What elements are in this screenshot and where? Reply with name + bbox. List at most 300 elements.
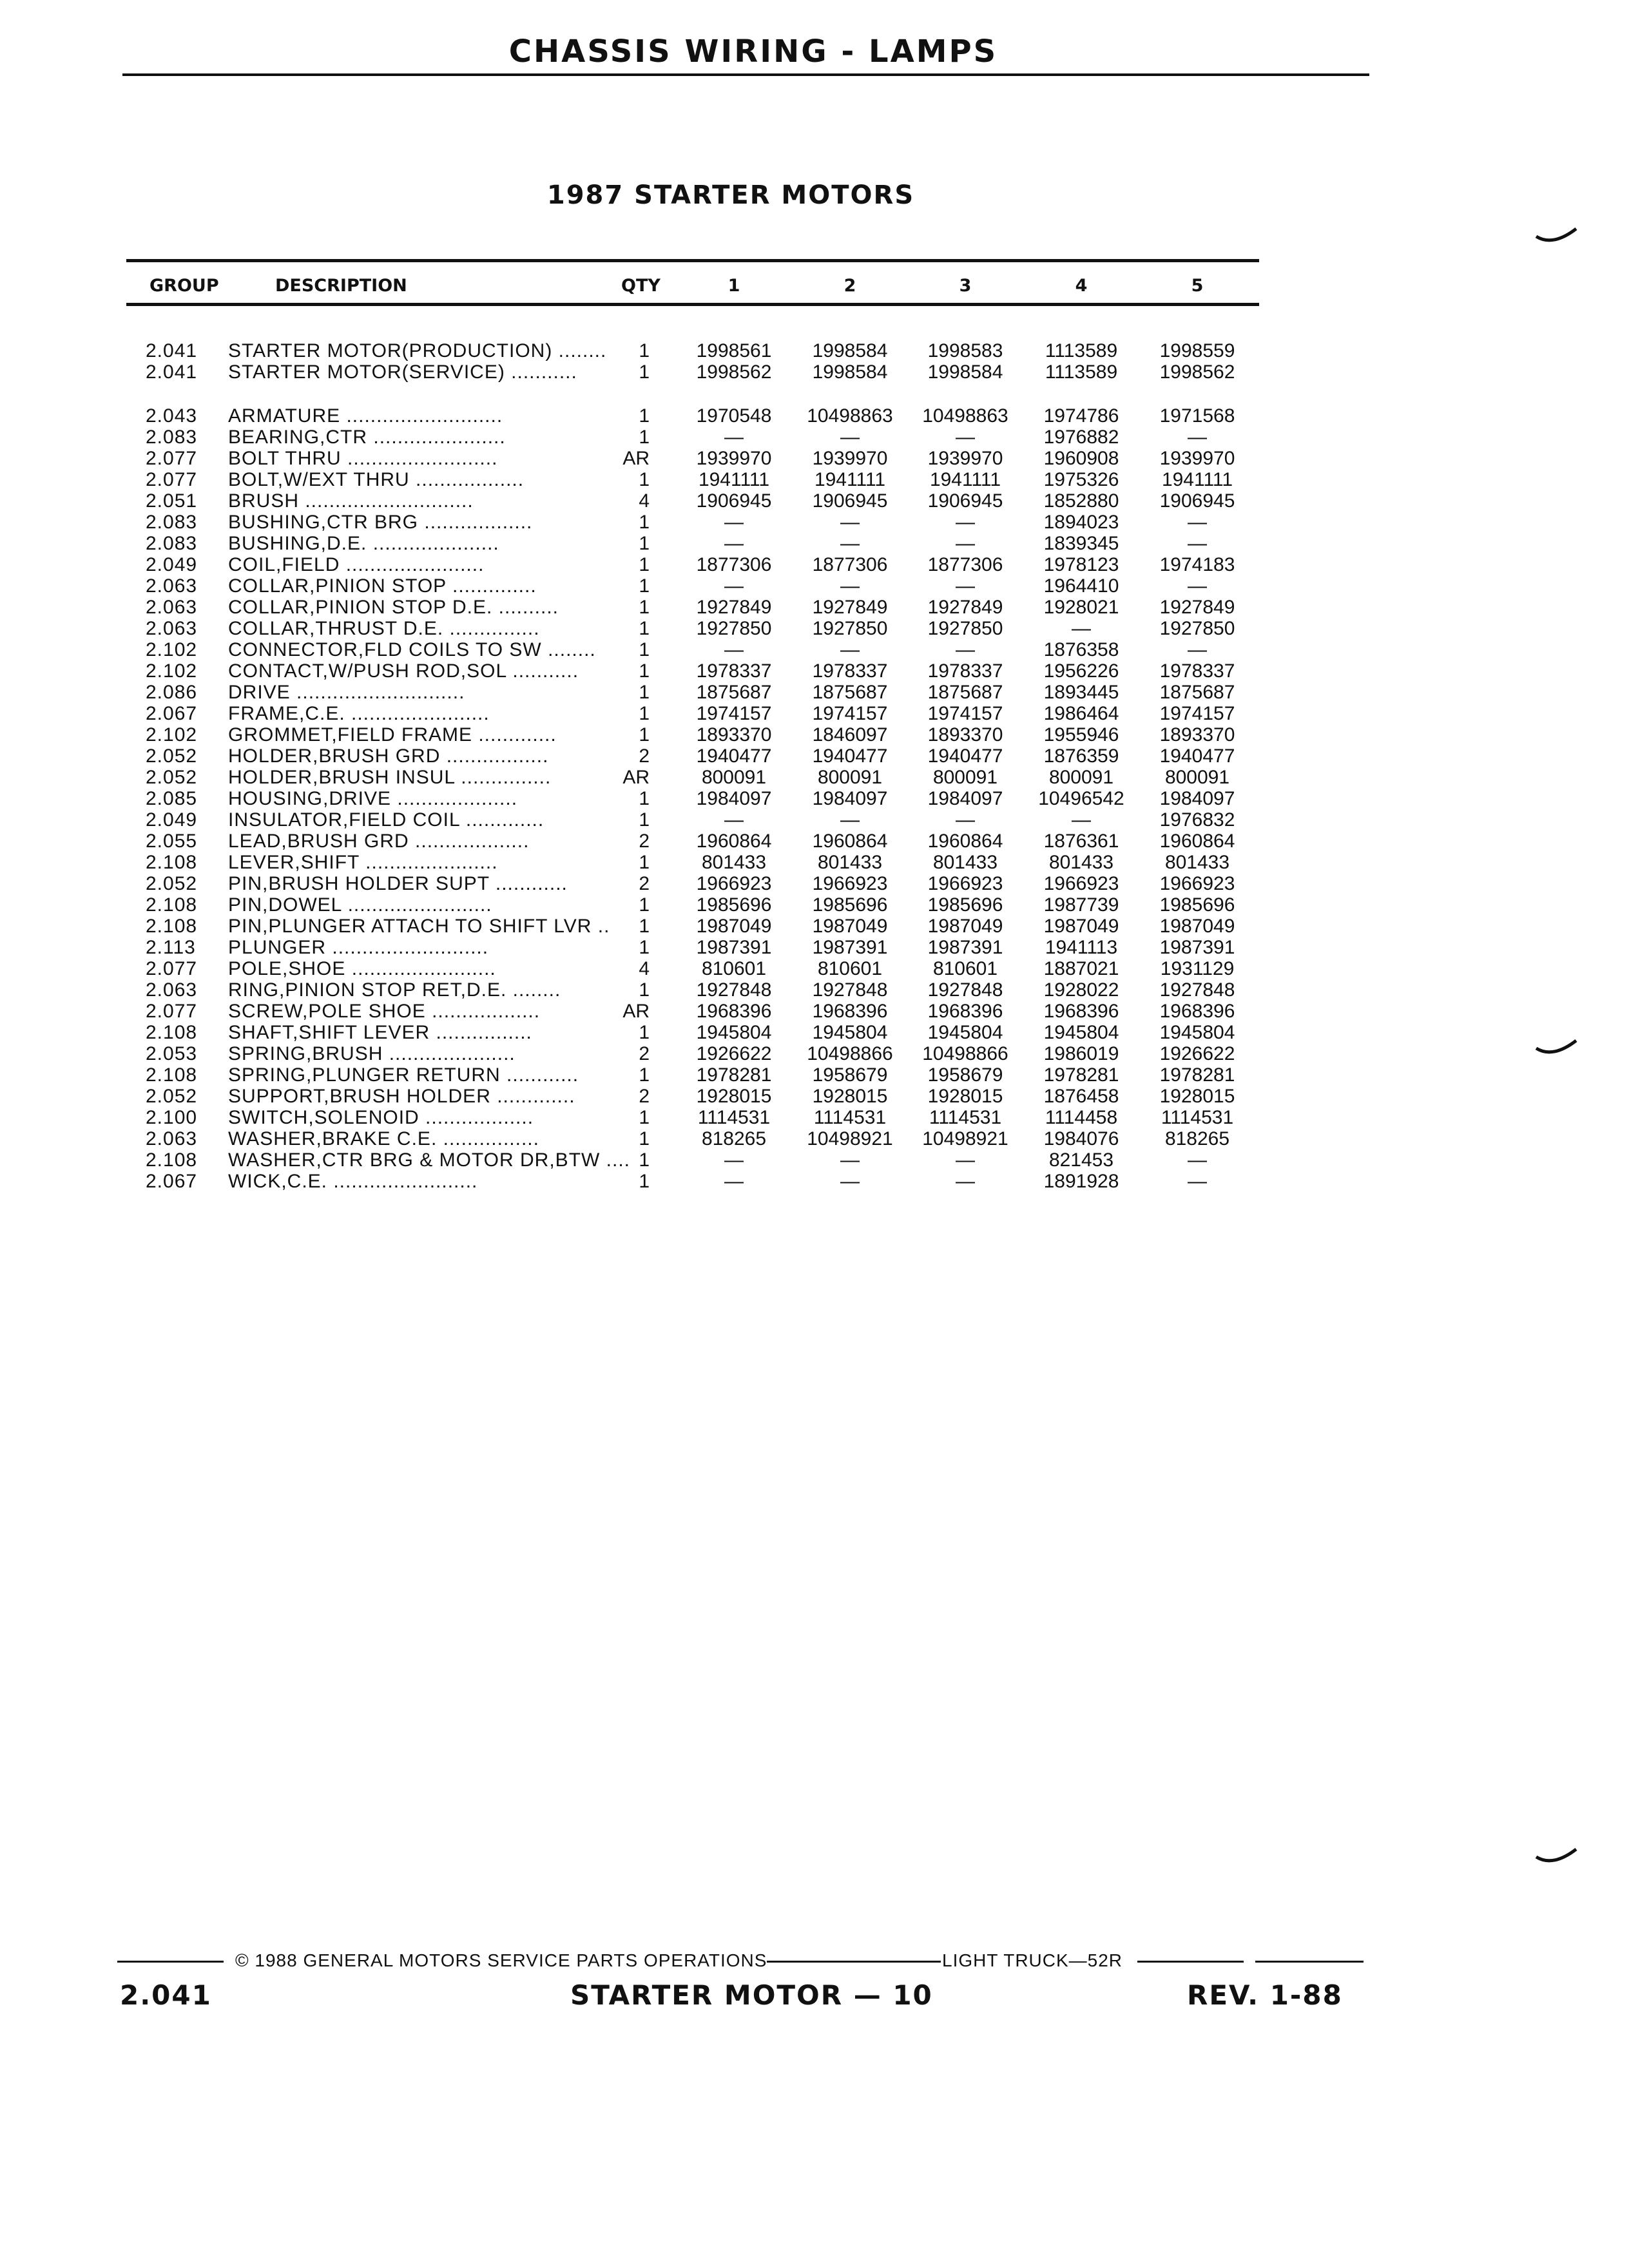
part-number-cell: 1893445: [1043, 682, 1119, 703]
part-number-cell: 1978281: [1043, 1064, 1119, 1086]
part-number-cell: 1985696: [812, 894, 888, 916]
part-number-cell: 1968396: [1159, 1001, 1235, 1022]
description-cell: SCREW,POLE SHOE ..................: [228, 1001, 541, 1022]
part-number-cell: —: [956, 809, 975, 831]
qty-cell: 2: [639, 1043, 650, 1064]
part-number-cell: 1976832: [1159, 809, 1235, 831]
page-title: CHASSIS WIRING - LAMPS: [508, 34, 998, 70]
qty-cell: 1: [639, 405, 650, 427]
qty-cell: 4: [639, 490, 650, 512]
part-number-cell: 1927849: [1159, 597, 1235, 618]
qty-cell: 1: [639, 916, 650, 937]
part-number-cell: 1987049: [927, 916, 1003, 937]
part-number-cell: 800091: [1164, 767, 1230, 788]
group-cell: 2.100: [146, 1107, 198, 1128]
col-header-qty: QTY: [621, 276, 660, 296]
part-number-cell: 1960864: [696, 831, 772, 852]
part-number-cell: —: [956, 427, 975, 448]
part-number-cell: 10498863: [922, 405, 1008, 427]
part-number-cell: 1906945: [927, 490, 1003, 512]
part-number-cell: 1987049: [1043, 916, 1119, 937]
part-number-cell: 1945804: [1159, 1022, 1235, 1043]
part-number-cell: 1876361: [1043, 831, 1119, 852]
part-number-cell: —: [1188, 512, 1207, 533]
group-cell: 2.063: [146, 979, 198, 1001]
description-cell: CONNECTOR,FLD COILS TO SW ........: [228, 639, 596, 660]
group-cell: 2.049: [146, 809, 198, 831]
description-cell: COLLAR,THRUST D.E. ...............: [228, 618, 540, 639]
qty-cell: 1: [639, 1128, 650, 1149]
group-cell: 2.083: [146, 533, 198, 554]
table-row: [0, 361, 1629, 383]
group-cell: 2.063: [146, 575, 198, 597]
part-number-cell: 1875687: [812, 682, 888, 703]
part-number-cell: 1960864: [812, 831, 888, 852]
part-number-cell: 1955946: [1043, 724, 1119, 745]
description-cell: INSULATOR,FIELD COIL .............: [228, 809, 545, 831]
part-number-cell: 810601: [701, 958, 767, 979]
group-cell: 2.108: [146, 852, 198, 873]
part-number-cell: —: [724, 809, 744, 831]
part-number-cell: 1931129: [1160, 958, 1235, 979]
description-cell: SHAFT,SHIFT LEVER ................: [228, 1022, 532, 1043]
part-number-cell: —: [724, 1171, 744, 1192]
description-cell: FRAME,C.E. .......................: [228, 703, 490, 724]
part-number-cell: 1978337: [927, 660, 1003, 682]
part-number-cell: 1966923: [927, 873, 1003, 894]
part-number-cell: 1927850: [927, 618, 1003, 639]
part-number-cell: 821453: [1048, 1149, 1114, 1171]
group-cell: 2.063: [146, 618, 198, 639]
part-number-cell: —: [840, 809, 860, 831]
part-number-cell: 1974183: [1159, 554, 1235, 575]
part-number-cell: —: [840, 1149, 860, 1171]
part-number-cell: 801433: [701, 852, 767, 873]
part-number-cell: 1966923: [1159, 873, 1235, 894]
table-row: [0, 639, 1629, 660]
part-number-cell: —: [1072, 809, 1091, 831]
part-number-cell: 1941111: [814, 469, 886, 490]
group-cell: 2.055: [146, 831, 198, 852]
part-number-cell: —: [840, 533, 860, 554]
part-number-cell: 1964410: [1043, 575, 1119, 597]
part-number-cell: 1887021: [1043, 958, 1119, 979]
qty-cell: 1: [639, 639, 650, 660]
description-cell: POLE,SHOE ........................: [228, 958, 496, 979]
group-cell: 2.077: [146, 1001, 198, 1022]
qty-cell: 1: [639, 1022, 650, 1043]
qty-cell: 1: [639, 1107, 650, 1128]
part-number-cell: 1893370: [927, 724, 1003, 745]
part-number-cell: 1941111: [698, 469, 770, 490]
part-number-cell: 801433: [1048, 852, 1114, 873]
part-number-cell: 1928015: [812, 1086, 888, 1107]
part-number-cell: 1906945: [1159, 490, 1235, 512]
part-number-cell: —: [724, 427, 744, 448]
table-row: [0, 1064, 1629, 1086]
part-number-cell: 1939970: [1159, 448, 1235, 469]
part-number-cell: 1998559: [1159, 340, 1235, 361]
col-header-4: 4: [1075, 276, 1088, 296]
part-number-cell: 1998583: [927, 340, 1003, 361]
part-number-cell: 801433: [932, 852, 998, 873]
description-cell: SUPPORT,BRUSH HOLDER .............: [228, 1086, 575, 1107]
description-cell: SPRING,BRUSH .....................: [228, 1043, 516, 1064]
description-cell: SWITCH,SOLENOID ..................: [228, 1107, 534, 1128]
col-header-1: 1: [728, 276, 740, 296]
part-number-cell: 1927849: [812, 597, 888, 618]
description-cell: SPRING,PLUNGER RETURN ............: [228, 1064, 579, 1086]
part-number-cell: 1877306: [927, 554, 1003, 575]
part-number-cell: 1114531: [697, 1107, 771, 1128]
part-number-cell: 1891928: [1043, 1171, 1119, 1192]
qty-cell: 1: [639, 512, 650, 533]
table-row: [0, 340, 1629, 361]
part-number-cell: 800091: [1048, 767, 1114, 788]
part-number-cell: 1984097: [927, 788, 1003, 809]
table-row: [0, 597, 1629, 618]
part-number-cell: —: [1188, 533, 1207, 554]
part-number-cell: 1852880: [1043, 490, 1119, 512]
part-number-cell: —: [956, 639, 975, 660]
part-number-cell: 1974157: [1159, 703, 1235, 724]
part-number-cell: 1928015: [1159, 1086, 1235, 1107]
description-cell: BEARING,CTR ......................: [228, 427, 506, 448]
part-number-cell: 1984097: [696, 788, 772, 809]
part-number-cell: 1876359: [1043, 745, 1119, 767]
part-number-cell: 1984076: [1043, 1128, 1119, 1149]
part-number-cell: —: [1188, 575, 1207, 597]
part-number-cell: 1978123: [1043, 554, 1119, 575]
part-number-cell: 1928015: [927, 1086, 1003, 1107]
part-number-cell: 1927850: [696, 618, 772, 639]
part-number-cell: 1987049: [812, 916, 888, 937]
group-cell: 2.063: [146, 1128, 198, 1149]
part-number-cell: 1927848: [812, 979, 888, 1001]
table-top-rule: [126, 259, 1259, 262]
table-row: [0, 703, 1629, 724]
part-number-cell: 10498921: [807, 1128, 893, 1149]
qty-cell: 1: [639, 682, 650, 703]
part-number-cell: 1978337: [812, 660, 888, 682]
table-row: [0, 1149, 1629, 1171]
group-cell: 2.085: [146, 788, 198, 809]
col-header-3: 3: [959, 276, 972, 296]
part-number-cell: 1975326: [1043, 469, 1119, 490]
part-number-cell: 1928015: [696, 1086, 772, 1107]
margin-tick-mark: [1534, 1843, 1579, 1869]
part-number-cell: 1960908: [1043, 448, 1119, 469]
qty-cell: 1: [639, 427, 650, 448]
part-number-cell: 1941113: [1045, 937, 1118, 958]
part-number-cell: 1960864: [1159, 831, 1235, 852]
footer-revision: REV. 1-88: [1187, 1979, 1343, 2011]
table-row: [0, 873, 1629, 894]
part-number-cell: 1968396: [812, 1001, 888, 1022]
group-cell: 2.102: [146, 724, 198, 745]
part-number-cell: 1941111: [1161, 469, 1233, 490]
table-row: [0, 767, 1629, 788]
table-row: [0, 490, 1629, 512]
qty-cell: 4: [639, 958, 650, 979]
description-cell: PIN,PLUNGER ATTACH TO SHIFT LVR ..: [228, 916, 610, 937]
part-number-cell: 801433: [1164, 852, 1230, 873]
description-cell: COIL,FIELD .......................: [228, 554, 485, 575]
part-number-cell: —: [956, 1149, 975, 1171]
part-number-cell: 1968396: [927, 1001, 1003, 1022]
part-number-cell: 1926622: [1159, 1043, 1235, 1064]
group-cell: 2.083: [146, 427, 198, 448]
description-cell: ARMATURE ..........................: [228, 405, 503, 427]
table-row: [0, 575, 1629, 597]
part-number-cell: 1875687: [1159, 682, 1235, 703]
part-number-cell: 1974157: [696, 703, 772, 724]
description-cell: LEAD,BRUSH GRD ...................: [228, 831, 530, 852]
part-number-cell: 1940477: [927, 745, 1003, 767]
part-number-cell: 1906945: [812, 490, 888, 512]
part-number-cell: 1928021: [1043, 597, 1119, 618]
part-number-cell: —: [724, 533, 744, 554]
qty-cell: 1: [639, 533, 650, 554]
footer-rule-far-right: [1255, 1961, 1364, 1963]
part-number-cell: 801433: [817, 852, 883, 873]
qty-cell: 1: [639, 469, 650, 490]
description-cell: BRUSH ............................: [228, 490, 474, 512]
description-cell: BOLT,W/EXT THRU ..................: [228, 469, 525, 490]
part-number-cell: —: [724, 1149, 744, 1171]
col-header-2: 2: [843, 276, 856, 296]
part-number-cell: 1987049: [696, 916, 772, 937]
part-number-cell: 1927848: [1159, 979, 1235, 1001]
part-number-cell: 1987739: [1043, 894, 1119, 916]
group-cell: 2.052: [146, 1086, 198, 1107]
title-rule: [122, 73, 1369, 76]
part-number-cell: —: [1188, 639, 1207, 660]
part-number-cell: —: [724, 639, 744, 660]
table-row: [0, 1171, 1629, 1192]
qty-cell: 1: [639, 1171, 650, 1192]
part-number-cell: 1114458: [1045, 1107, 1118, 1128]
table-row: [0, 916, 1629, 937]
table-row: [0, 554, 1629, 575]
part-number-cell: 1998584: [927, 361, 1003, 383]
footer-group: 2.041: [120, 1979, 212, 2011]
part-number-cell: 1945804: [927, 1022, 1003, 1043]
table-row: [0, 660, 1629, 682]
part-number-cell: —: [956, 512, 975, 533]
table-row: [0, 745, 1629, 767]
part-number-cell: 1928022: [1043, 979, 1119, 1001]
part-number-cell: 1846097: [812, 724, 888, 745]
table-row: [0, 1086, 1629, 1107]
part-number-cell: 1958679: [927, 1064, 1003, 1086]
part-number-cell: 1113589: [1045, 340, 1118, 361]
part-number-cell: 1839345: [1043, 533, 1119, 554]
part-number-cell: 1939970: [696, 448, 772, 469]
part-number-cell: 1927850: [1159, 618, 1235, 639]
group-cell: 2.113: [146, 937, 196, 958]
table-row: [0, 405, 1629, 427]
part-number-cell: 1974157: [812, 703, 888, 724]
part-number-cell: 10498921: [922, 1128, 1008, 1149]
col-header-5: 5: [1191, 276, 1204, 296]
part-number-cell: 1941111: [929, 469, 1001, 490]
part-number-cell: 1927848: [927, 979, 1003, 1001]
table-header-rule: [126, 303, 1259, 306]
qty-cell: 1: [639, 554, 650, 575]
part-number-cell: —: [956, 533, 975, 554]
section-title: 1987 STARTER MOTORS: [546, 180, 915, 210]
qty-cell: AR: [622, 1001, 650, 1022]
part-number-cell: 1927849: [696, 597, 772, 618]
footer-page-label: STARTER MOTOR — 10: [570, 1979, 933, 2011]
part-number-cell: 1987391: [1159, 937, 1235, 958]
col-header-description: DESCRIPTION: [275, 276, 407, 296]
part-number-cell: 1985696: [1159, 894, 1235, 916]
group-cell: 2.041: [146, 361, 198, 383]
part-number-cell: 1974786: [1043, 405, 1119, 427]
part-number-cell: 1945804: [696, 1022, 772, 1043]
part-number-cell: —: [724, 575, 744, 597]
part-number-cell: 1927850: [812, 618, 888, 639]
group-cell: 2.049: [146, 554, 198, 575]
description-cell: CONTACT,W/PUSH ROD,SOL ...........: [228, 660, 579, 682]
description-cell: WASHER,CTR BRG & MOTOR DR,BTW ....: [228, 1149, 631, 1171]
group-cell: 2.083: [146, 512, 198, 533]
part-number-cell: 1966923: [696, 873, 772, 894]
part-number-cell: 1987391: [927, 937, 1003, 958]
qty-cell: 1: [639, 597, 650, 618]
part-number-cell: 1875687: [696, 682, 772, 703]
part-number-cell: 1985696: [927, 894, 1003, 916]
group-cell: 2.052: [146, 745, 198, 767]
table-row: [0, 979, 1629, 1001]
part-number-cell: —: [1072, 618, 1091, 639]
qty-cell: 2: [639, 745, 650, 767]
group-cell: 2.086: [146, 682, 198, 703]
description-cell: STARTER MOTOR(SERVICE) ...........: [228, 361, 577, 383]
part-number-cell: 10498866: [922, 1043, 1008, 1064]
group-cell: 2.043: [146, 405, 198, 427]
part-number-cell: 10498866: [807, 1043, 893, 1064]
part-number-cell: 818265: [701, 1128, 767, 1149]
part-number-cell: 1976882: [1043, 427, 1119, 448]
part-number-cell: 1877306: [812, 554, 888, 575]
part-number-cell: 1876458: [1043, 1086, 1119, 1107]
group-cell: 2.052: [146, 767, 198, 788]
qty-cell: 2: [639, 873, 650, 894]
description-cell: RING,PINION STOP RET,D.E. ........: [228, 979, 561, 1001]
part-number-cell: 1956226: [1043, 660, 1119, 682]
part-number-cell: 1986019: [1043, 1043, 1119, 1064]
part-number-cell: 1987391: [812, 937, 888, 958]
description-cell: BUSHING,CTR BRG ..................: [228, 512, 533, 533]
part-number-cell: 1968396: [1043, 1001, 1119, 1022]
group-cell: 2.077: [146, 448, 198, 469]
group-cell: 2.051: [146, 490, 198, 512]
part-number-cell: 1894023: [1043, 512, 1119, 533]
qty-cell: 1: [639, 1064, 650, 1086]
qty-cell: 1: [639, 1149, 650, 1171]
part-number-cell: 1876358: [1043, 639, 1119, 660]
part-number-cell: 1958679: [812, 1064, 888, 1086]
description-cell: DRIVE ............................: [228, 682, 465, 703]
part-number-cell: 1998562: [1159, 361, 1235, 383]
table-row: [0, 937, 1629, 958]
description-cell: BOLT THRU .........................: [228, 448, 498, 469]
margin-tick-mark: [1534, 222, 1579, 248]
part-number-cell: —: [1188, 427, 1207, 448]
part-number-cell: 1945804: [1043, 1022, 1119, 1043]
part-number-cell: 1986464: [1043, 703, 1119, 724]
qty-cell: 1: [639, 340, 650, 361]
description-cell: HOUSING,DRIVE ....................: [228, 788, 518, 809]
part-number-cell: —: [840, 1171, 860, 1192]
description-cell: WICK,C.E. ........................: [228, 1171, 478, 1192]
qty-cell: 1: [639, 703, 650, 724]
part-number-cell: 1960864: [927, 831, 1003, 852]
part-number-cell: 1987391: [696, 937, 772, 958]
part-number-cell: 1998584: [812, 340, 888, 361]
table-row: [0, 448, 1629, 469]
group-cell: 2.108: [146, 894, 198, 916]
qty-cell: 1: [639, 852, 650, 873]
footer-vehicle: LIGHT TRUCK—52R: [942, 1950, 1123, 1970]
part-number-cell: 1875687: [927, 682, 1003, 703]
qty-cell: 2: [639, 1086, 650, 1107]
description-cell: BUSHING,D.E. .....................: [228, 533, 499, 554]
group-cell: 2.077: [146, 469, 198, 490]
part-number-cell: 1984097: [1159, 788, 1235, 809]
part-number-cell: —: [724, 512, 744, 533]
group-cell: 2.102: [146, 639, 198, 660]
table-row: [0, 958, 1629, 979]
footer-copyright: © 1988 GENERAL MOTORS SERVICE PARTS OPERATIONS: [235, 1950, 767, 1970]
part-number-cell: 1113589: [1045, 361, 1118, 383]
qty-cell: 1: [639, 618, 650, 639]
description-cell: GROMMET,FIELD FRAME .............: [228, 724, 557, 745]
qty-cell: 1: [639, 361, 650, 383]
part-number-cell: 800091: [932, 767, 998, 788]
part-number-cell: 818265: [1164, 1128, 1230, 1149]
description-cell: HOLDER,BRUSH INSUL ...............: [228, 767, 552, 788]
group-cell: 2.108: [146, 1022, 198, 1043]
group-cell: 2.077: [146, 958, 198, 979]
part-number-cell: 1978281: [696, 1064, 772, 1086]
qty-cell: 1: [639, 788, 650, 809]
part-number-cell: 1978337: [696, 660, 772, 682]
part-number-cell: 1966923: [1043, 873, 1119, 894]
description-cell: LEVER,SHIFT ......................: [228, 852, 498, 873]
qty-cell: AR: [622, 767, 650, 788]
part-number-cell: 1940477: [812, 745, 888, 767]
part-number-cell: 1998562: [696, 361, 772, 383]
qty-cell: 1: [639, 937, 650, 958]
table-row: [0, 831, 1629, 852]
part-number-cell: 1984097: [812, 788, 888, 809]
table-row: [0, 1107, 1629, 1128]
group-cell: 2.041: [146, 340, 198, 361]
table-row: [0, 1022, 1629, 1043]
part-number-cell: 1114531: [813, 1107, 887, 1128]
part-number-cell: 1945804: [812, 1022, 888, 1043]
col-header-group: GROUP: [149, 276, 219, 296]
group-cell: 2.102: [146, 660, 198, 682]
part-number-cell: 1940477: [1159, 745, 1235, 767]
part-number-cell: 800091: [817, 767, 883, 788]
part-number-cell: 1940477: [696, 745, 772, 767]
part-number-cell: —: [1188, 1171, 1207, 1192]
